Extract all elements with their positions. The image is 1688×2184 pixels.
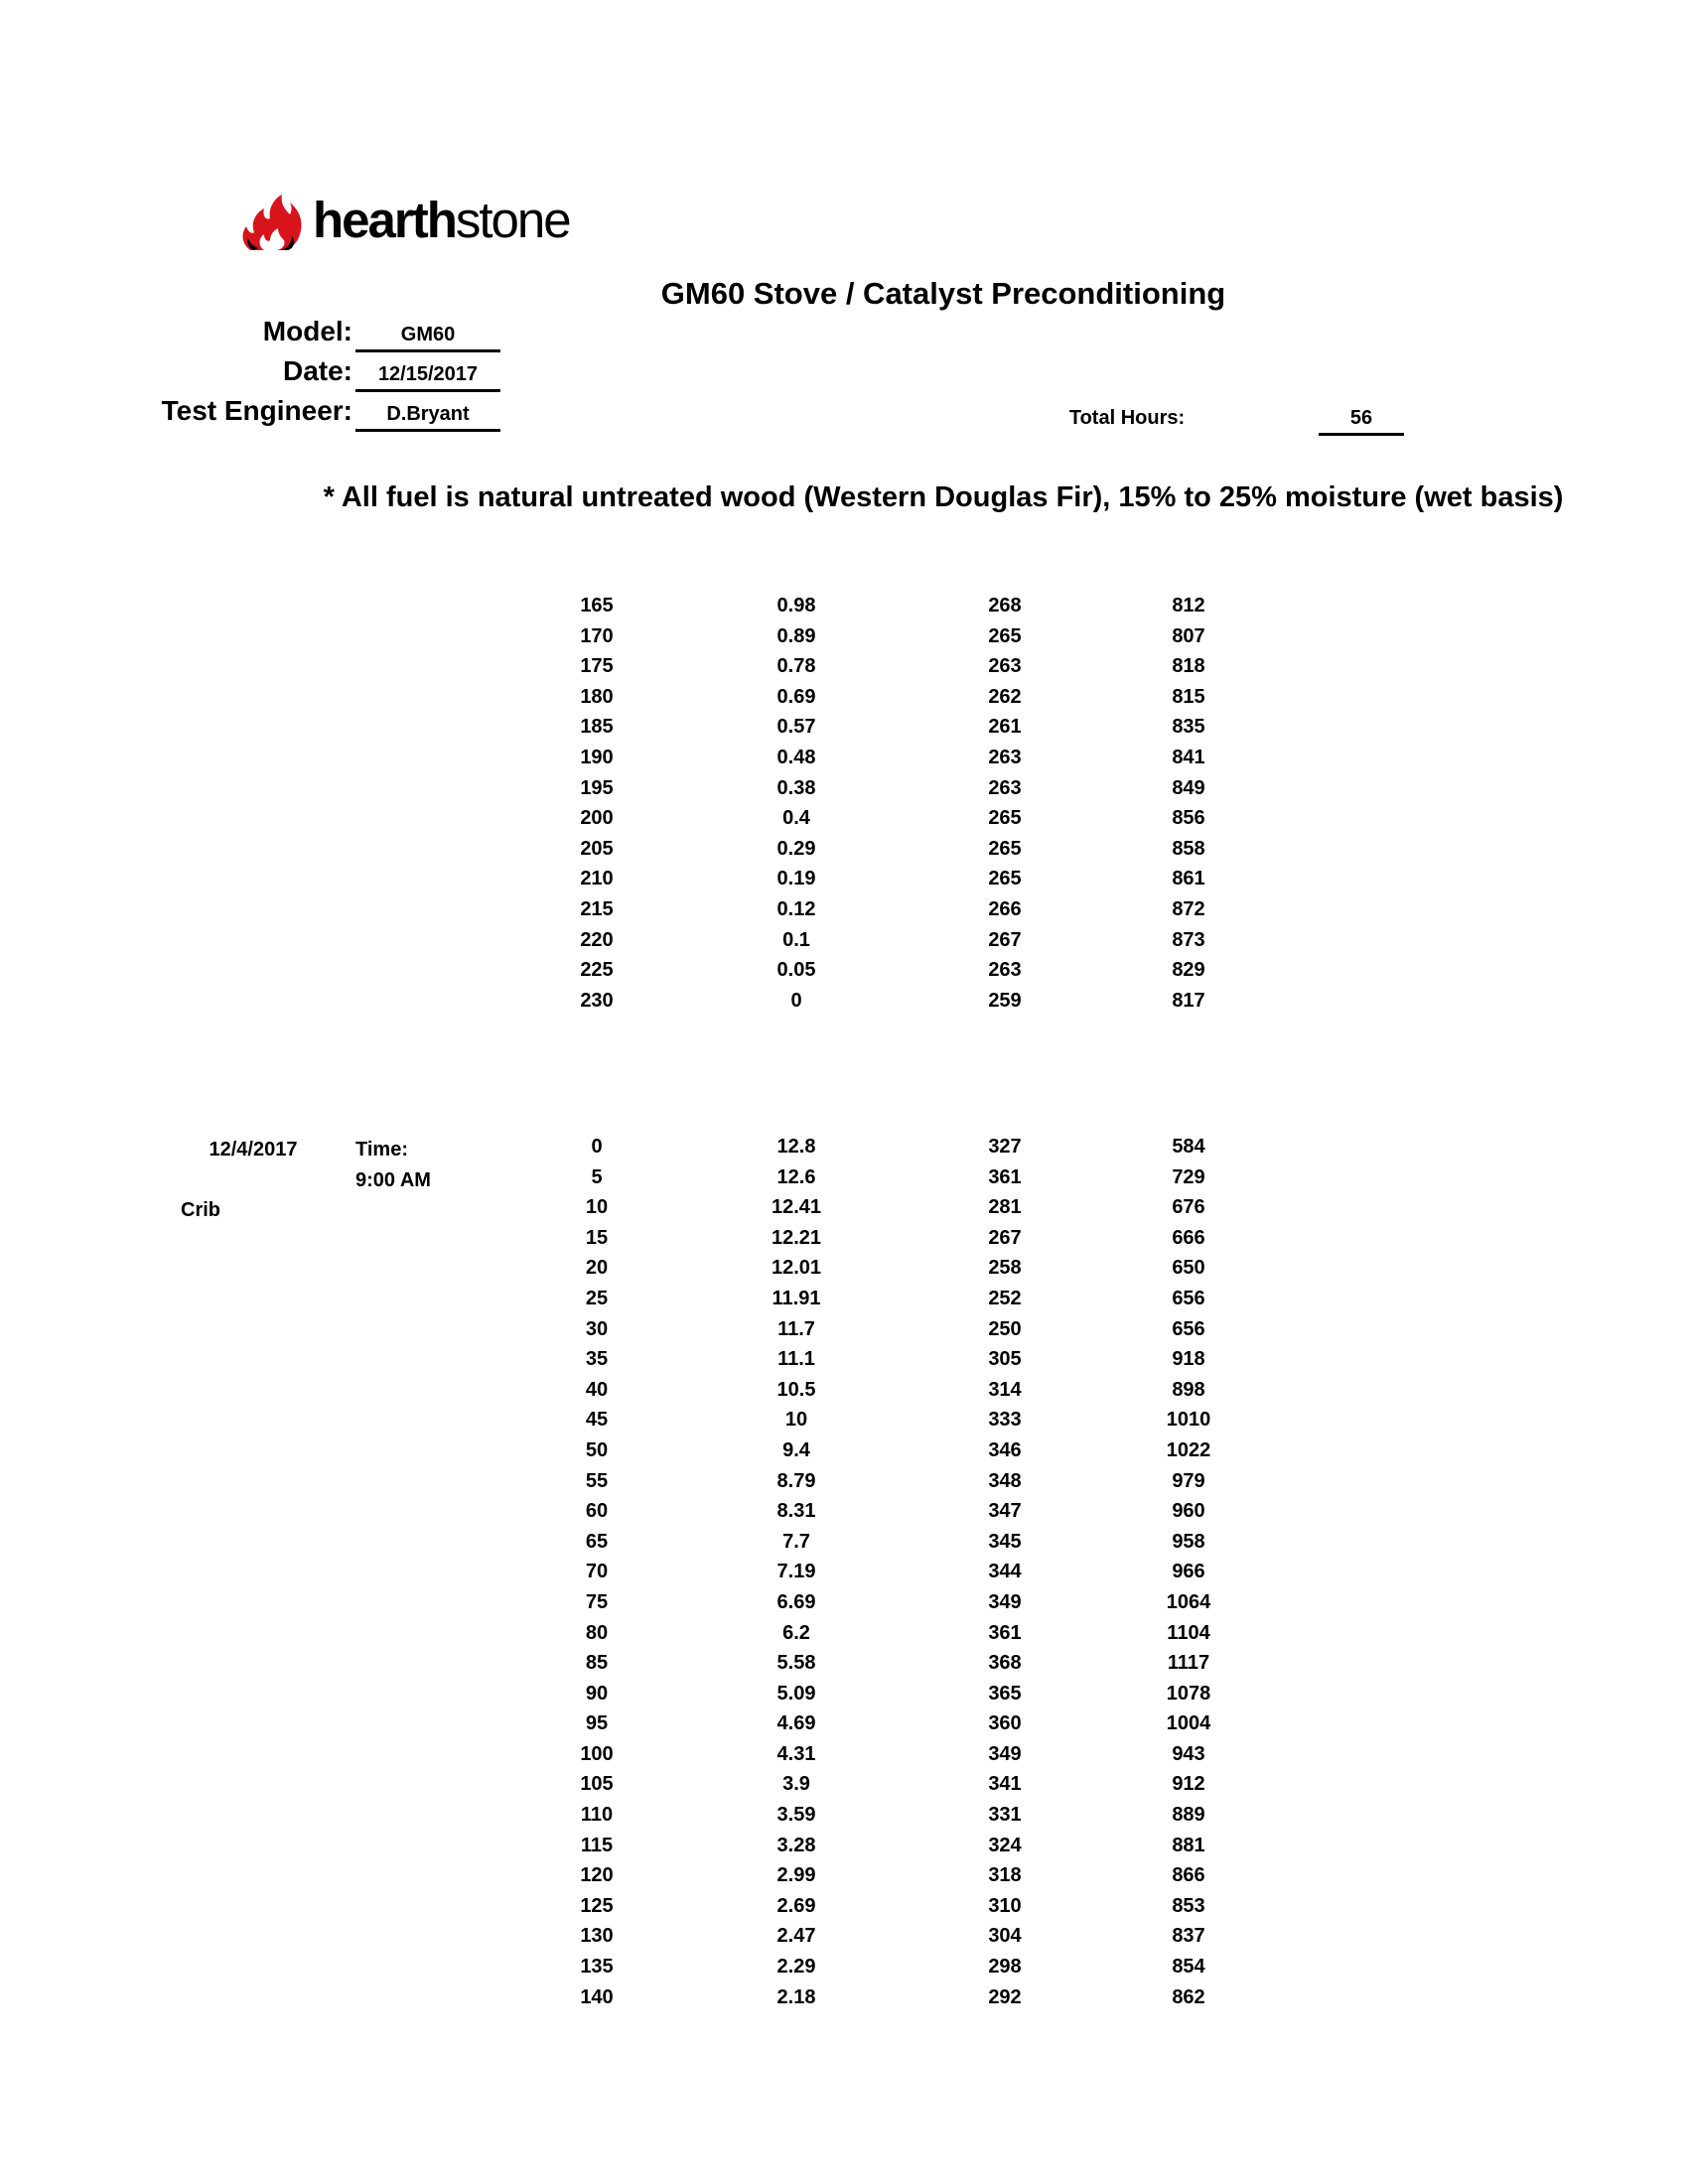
table-cell: 0.12 [776, 897, 816, 920]
table-row [536, 925, 1288, 956]
table-cell: 0.78 [776, 655, 816, 678]
table-cell: 205 [580, 837, 614, 860]
table-row [536, 894, 1288, 925]
table-row [536, 1769, 1288, 1800]
table-cell: 85 [585, 1652, 609, 1675]
table-cell: 2.29 [776, 1956, 816, 1979]
table-row [536, 1496, 1288, 1527]
table-cell: 90 [585, 1682, 609, 1705]
table-cell: 30 [585, 1317, 609, 1340]
table-cell: 10 [784, 1409, 808, 1432]
table-cell: 263 [988, 959, 1022, 982]
table-cell: 872 [1172, 897, 1205, 920]
table-cell: 349 [988, 1590, 1022, 1613]
table-cell: 281 [988, 1196, 1022, 1219]
table-row [536, 803, 1288, 834]
table-cell: 230 [580, 989, 614, 1012]
table-cell: 12.6 [776, 1165, 816, 1188]
table-row [536, 1435, 1288, 1466]
table-row [536, 1648, 1288, 1679]
table-cell: 3.9 [782, 1773, 810, 1796]
table-row [536, 682, 1288, 713]
table-cell: 0.29 [776, 837, 816, 860]
table-row [536, 712, 1288, 743]
table-cell: 0.19 [776, 868, 816, 890]
table-cell: 3.28 [776, 1834, 816, 1856]
table-cell: 11.91 [772, 1287, 821, 1309]
table-cell: 5.58 [776, 1652, 816, 1675]
table-cell: 65 [585, 1530, 609, 1553]
test-date: 12/4/2017 [209, 1139, 298, 1160]
table-row [536, 1466, 1288, 1497]
table-row [536, 1253, 1288, 1284]
table-cell: 349 [988, 1742, 1022, 1765]
table-cell: 837 [1172, 1925, 1205, 1948]
table-cell: 873 [1172, 928, 1205, 951]
table-cell: 15 [585, 1226, 609, 1249]
table-cell: 1078 [1166, 1682, 1211, 1705]
table-cell: 8.79 [776, 1469, 816, 1492]
table-cell: 263 [988, 655, 1022, 678]
table-cell: 9.4 [782, 1438, 810, 1461]
page-title: GM60 Stove / Catalyst Preconditioning [660, 276, 1226, 311]
table-cell: 4.31 [776, 1742, 816, 1765]
table-cell: 835 [1172, 716, 1205, 739]
table-cell: 70 [585, 1561, 609, 1583]
table-cell: 817 [1172, 989, 1205, 1012]
table-cell: 267 [988, 928, 1022, 951]
table-cell: 912 [1172, 1773, 1205, 1796]
flame-icon [240, 193, 306, 252]
date-label: Date: [282, 355, 352, 386]
test-engineer-value: D.Bryant [355, 403, 500, 432]
table-cell: 262 [988, 685, 1022, 708]
table-cell: 333 [988, 1409, 1022, 1432]
table-cell: 10.5 [776, 1378, 816, 1401]
table-cell: 165 [580, 595, 614, 616]
table-cell: 348 [988, 1469, 1022, 1492]
table-cell: 265 [988, 807, 1022, 830]
table-cell: 943 [1172, 1742, 1205, 1765]
table-cell: 105 [580, 1773, 614, 1796]
table-row [536, 1132, 1288, 1162]
table-cell: 140 [580, 1985, 614, 2008]
table-cell: 365 [988, 1682, 1022, 1705]
table-cell: 12.01 [771, 1257, 822, 1280]
table-row [536, 955, 1288, 986]
table-cell: 195 [580, 776, 614, 799]
hearthstone-logo [240, 189, 578, 258]
table-cell: 10 [585, 1196, 609, 1219]
table-cell: 304 [988, 1925, 1022, 1948]
table-cell: 979 [1172, 1469, 1205, 1492]
table-cell: 0.1 [782, 928, 810, 951]
table-row [536, 743, 1288, 773]
table-cell: 666 [1172, 1226, 1205, 1249]
table-cell: 210 [580, 868, 614, 890]
table-cell: 849 [1172, 776, 1205, 799]
table-cell: 1104 [1167, 1621, 1210, 1644]
table-cell: 8.31 [776, 1500, 816, 1523]
table-cell: 360 [988, 1712, 1022, 1735]
table-cell: 292 [988, 1985, 1022, 2008]
table-cell: 812 [1172, 595, 1205, 616]
table-row [536, 1344, 1288, 1375]
table-cell: 215 [580, 897, 614, 920]
total-hours-value: 56 [1319, 407, 1404, 436]
table-cell: 3.59 [776, 1804, 816, 1827]
table-cell: 45 [585, 1409, 609, 1432]
table-row [536, 1587, 1288, 1618]
table-cell: 115 [580, 1834, 614, 1856]
table-row [536, 834, 1288, 865]
table-cell: 170 [580, 624, 614, 647]
table-cell: 324 [988, 1834, 1022, 1856]
table-row [536, 1162, 1288, 1193]
table-cell: 259 [988, 989, 1022, 1012]
table-cell: 110 [580, 1804, 614, 1827]
table-cell: 55 [585, 1469, 609, 1492]
logo-text-bold: hearth [313, 192, 456, 248]
data-table-1 [536, 591, 1288, 1016]
table-cell: 6.2 [782, 1621, 810, 1644]
table-cell: 298 [988, 1956, 1022, 1979]
table-cell: 50 [585, 1438, 609, 1461]
table-cell: 346 [988, 1438, 1022, 1461]
table-cell: 35 [585, 1348, 609, 1371]
table-cell: 252 [988, 1287, 1022, 1309]
table-cell: 650 [1172, 1257, 1205, 1280]
table-cell: 305 [988, 1348, 1022, 1371]
table-cell: 266 [988, 897, 1022, 920]
model-value: GM60 [355, 324, 500, 352]
table-cell: 729 [1172, 1165, 1205, 1188]
table-cell: 2.69 [776, 1894, 816, 1917]
table-row [536, 1860, 1288, 1891]
table-cell: 200 [580, 807, 614, 830]
table-cell: 314 [988, 1378, 1022, 1401]
table-row [536, 651, 1288, 682]
fuel-note: * All fuel is natural untreated wood (Western Douglas Fir), 15% to 25% moisture (wet basis) [323, 481, 1564, 513]
table-row [536, 1618, 1288, 1649]
table-cell: 345 [988, 1530, 1022, 1553]
table-cell: 958 [1172, 1530, 1205, 1553]
table-cell: 2.99 [776, 1864, 816, 1887]
total-hours-label: Total Hours: [1068, 407, 1186, 429]
table-cell: 1064 [1166, 1590, 1211, 1613]
table-cell: 854 [1172, 1956, 1205, 1979]
table-row [536, 1708, 1288, 1739]
table-cell: 0.69 [776, 685, 816, 708]
table-cell: 866 [1172, 1864, 1205, 1887]
table-cell: 11.1 [777, 1348, 815, 1371]
logo-text-light: stone [455, 192, 570, 248]
table-cell: 829 [1172, 959, 1205, 982]
table-cell: 267 [988, 1226, 1022, 1249]
data-table-2 [536, 1132, 1288, 2012]
table-cell: 656 [1172, 1317, 1205, 1340]
table-cell: 75 [585, 1590, 609, 1613]
table-cell: 265 [988, 624, 1022, 647]
table-cell: 898 [1172, 1378, 1205, 1401]
table-cell: 327 [988, 1136, 1022, 1158]
logo-wordmark [313, 191, 570, 250]
table-cell: 584 [1172, 1136, 1205, 1158]
table-row [536, 864, 1288, 894]
table-cell: 841 [1172, 746, 1205, 768]
table-cell: 80 [585, 1621, 609, 1644]
table-cell: 4.69 [776, 1712, 816, 1735]
table-cell: 0.4 [782, 807, 810, 830]
table-cell: 265 [988, 868, 1022, 890]
table-cell: 5.09 [776, 1682, 816, 1705]
table-cell: 263 [988, 776, 1022, 799]
table-cell: 656 [1172, 1287, 1205, 1309]
table-cell: 120 [580, 1864, 614, 1887]
table-cell: 60 [585, 1500, 609, 1523]
table-cell: 125 [580, 1894, 614, 1917]
table-cell: 100 [580, 1742, 614, 1765]
table-cell: 0 [591, 1136, 603, 1158]
table-cell: 185 [580, 716, 614, 739]
table-cell: 676 [1172, 1196, 1205, 1219]
table-row [536, 1800, 1288, 1831]
table-cell: 856 [1172, 807, 1205, 830]
table-cell: 347 [988, 1500, 1022, 1523]
table-cell: 966 [1172, 1561, 1205, 1583]
table-row [536, 1831, 1288, 1861]
fuel-type: Crib [181, 1199, 220, 1221]
table-cell: 1010 [1166, 1409, 1211, 1432]
table-cell: 1117 [1167, 1652, 1210, 1675]
table-row [536, 1405, 1288, 1435]
table-cell: 0.89 [776, 624, 816, 647]
table-cell: 341 [988, 1773, 1022, 1796]
table-row [536, 1284, 1288, 1314]
table-cell: 0.98 [776, 595, 816, 616]
time-value: 9:00 AM [355, 1169, 431, 1191]
time-label: Time: [355, 1139, 408, 1160]
table-row [536, 1192, 1288, 1223]
table-cell: 5 [591, 1165, 603, 1188]
table-cell: 12.8 [776, 1136, 816, 1158]
table-cell: 853 [1172, 1894, 1205, 1917]
table-row [536, 1921, 1288, 1952]
table-cell: 807 [1172, 624, 1205, 647]
table-cell: 258 [988, 1257, 1022, 1280]
table-cell: 265 [988, 837, 1022, 860]
table-cell: 858 [1172, 837, 1205, 860]
table-cell: 331 [988, 1804, 1022, 1827]
table-row [536, 1375, 1288, 1406]
table-row [536, 1314, 1288, 1345]
model-label: Model: [262, 316, 352, 346]
table-cell: 0.48 [776, 746, 816, 768]
table-cell: 0.57 [776, 716, 816, 739]
table-cell: 368 [988, 1652, 1022, 1675]
table-cell: 0.38 [776, 776, 816, 799]
table-cell: 190 [580, 746, 614, 768]
table-cell: 881 [1172, 1834, 1205, 1856]
table-cell: 25 [585, 1287, 609, 1309]
table-cell: 0.05 [776, 959, 816, 982]
table-cell: 130 [580, 1925, 614, 1948]
table-cell: 12.21 [771, 1226, 822, 1249]
table-cell: 918 [1172, 1348, 1205, 1371]
table-row [536, 1952, 1288, 1982]
table-cell: 40 [585, 1378, 609, 1401]
table-cell: 361 [988, 1621, 1022, 1644]
table-cell: 862 [1172, 1985, 1205, 2008]
table-row [536, 1891, 1288, 1922]
table-row [536, 1223, 1288, 1254]
table-row [536, 591, 1288, 621]
table-cell: 815 [1172, 685, 1205, 708]
table-cell: 268 [988, 595, 1022, 616]
table-cell: 135 [580, 1956, 614, 1979]
table-cell: 225 [580, 959, 614, 982]
table-cell: 889 [1172, 1804, 1205, 1827]
table-row [536, 986, 1288, 1017]
table-cell: 960 [1172, 1500, 1205, 1523]
table-cell: 7.7 [782, 1530, 810, 1553]
table-cell: 818 [1172, 655, 1205, 678]
table-cell: 175 [580, 655, 614, 678]
table-cell: 361 [988, 1165, 1022, 1188]
table-cell: 2.47 [776, 1925, 816, 1948]
table-row [536, 1739, 1288, 1770]
table-cell: 2.18 [776, 1985, 816, 2008]
table-cell: 861 [1172, 868, 1205, 890]
table-cell: 250 [988, 1317, 1022, 1340]
table-cell: 95 [585, 1712, 609, 1735]
table-row [536, 1679, 1288, 1709]
table-row [536, 1982, 1288, 2013]
table-cell: 11.7 [777, 1317, 815, 1340]
table-cell: 1004 [1166, 1712, 1211, 1735]
table-cell: 261 [988, 716, 1022, 739]
table-cell: 1022 [1166, 1438, 1211, 1461]
table-cell: 220 [580, 928, 614, 951]
table-cell: 344 [988, 1561, 1022, 1583]
date-value: 12/15/2017 [355, 363, 500, 392]
table-cell: 6.69 [776, 1590, 816, 1613]
table-cell: 20 [585, 1257, 609, 1280]
table-row [536, 1527, 1288, 1558]
table-cell: 180 [580, 685, 614, 708]
table-cell: 263 [988, 746, 1022, 768]
table-row [536, 1557, 1288, 1587]
table-cell: 12.41 [771, 1196, 822, 1219]
test-engineer-label: Test Engineer: [161, 395, 352, 426]
table-cell: 310 [988, 1894, 1022, 1917]
table-cell: 0 [790, 989, 802, 1012]
table-cell: 7.19 [776, 1561, 816, 1583]
table-row [536, 621, 1288, 652]
table-cell: 318 [988, 1864, 1022, 1887]
table-row [536, 773, 1288, 804]
